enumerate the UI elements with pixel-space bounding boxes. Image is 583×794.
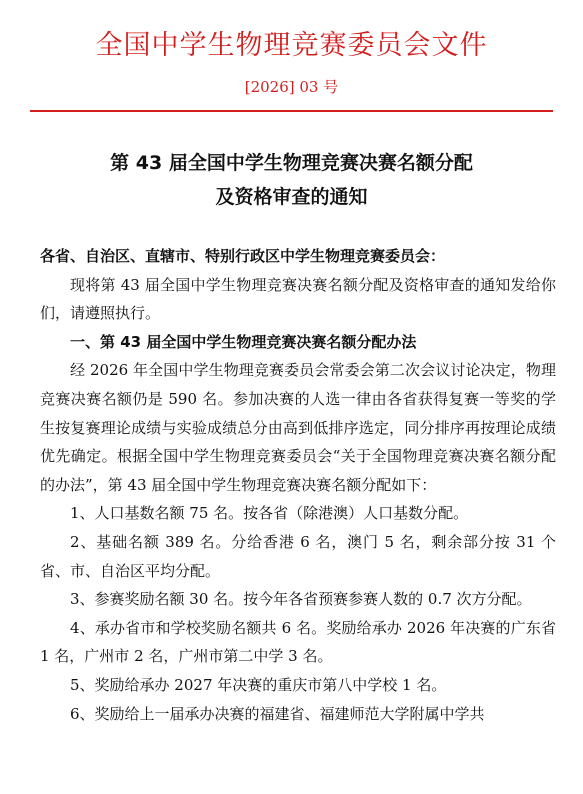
document-number: [2026] 03 号 <box>244 78 339 96</box>
intro-paragraph: 现将第 43 届全国中学生物理竞赛决赛名额分配及资格审查的通知发给你们，请遵照执行。 <box>40 275 556 323</box>
title-line-1: 第 43 届全国中学生物理竞赛决赛名额分配 <box>110 152 473 174</box>
salutation: 各省、自治区、直辖市、特别行政区中学生物理竞赛委员会： <box>40 247 446 265</box>
document-title <box>0 146 583 214</box>
list-item-6: 6、奖励给上一届承办决赛的福建省、福建师范大学附属中学共 <box>70 704 485 723</box>
list-item-2: 2、基础名额 389 名。分给香港 6 名，澳门 5 名，剩余部分按 31 个省、市、自治区平均分配。 <box>40 532 556 580</box>
list-item-5: 5、奖励给承办 2027 年决赛的重庆市第八中学校 1 名。 <box>70 675 447 694</box>
body-paragraph: 经 2026 年全国中学生物理竞赛委员会常委会第二次会议讨论决定，物理竞赛决赛名额仍是 590 名。参加决赛的人选一律由各省获得复赛一等奖的学生按复赛理论成绩与实验成绩总分由高到低排序选定，同分排序再按理论成绩优先确定。根据全国中学生物理竞赛委员会“关于全国物理竞赛决赛名额分配的办法”，第 43 届全国中学生物理竞赛决赛名额分配如下： <box>40 361 556 494</box>
section-heading-1: 一、第 43 届全国中学生物理竞赛决赛名额分配办法 <box>70 332 417 351</box>
title-line-2: 及资格审查的通知 <box>215 186 368 208</box>
header-divider <box>30 110 553 112</box>
document-body <box>40 242 556 728</box>
document-header: 全国中学生物理竞赛委员会文件 <box>95 30 488 61</box>
list-item-3: 3、参赛奖励名额 30 名。按今年各省预赛参赛人数的 0.7 次方分配。 <box>70 590 532 609</box>
list-item-4: 4、承办省市和学校奖励名额共 6 名。奖励给承办 2026 年决赛的广东省 1 名，广州市 2 名，广州市第二中学 3 名。 <box>40 618 556 666</box>
list-item-1: 1、人口基数名额 75 名。按各省（除港澳）人口基数分配。 <box>70 504 469 523</box>
